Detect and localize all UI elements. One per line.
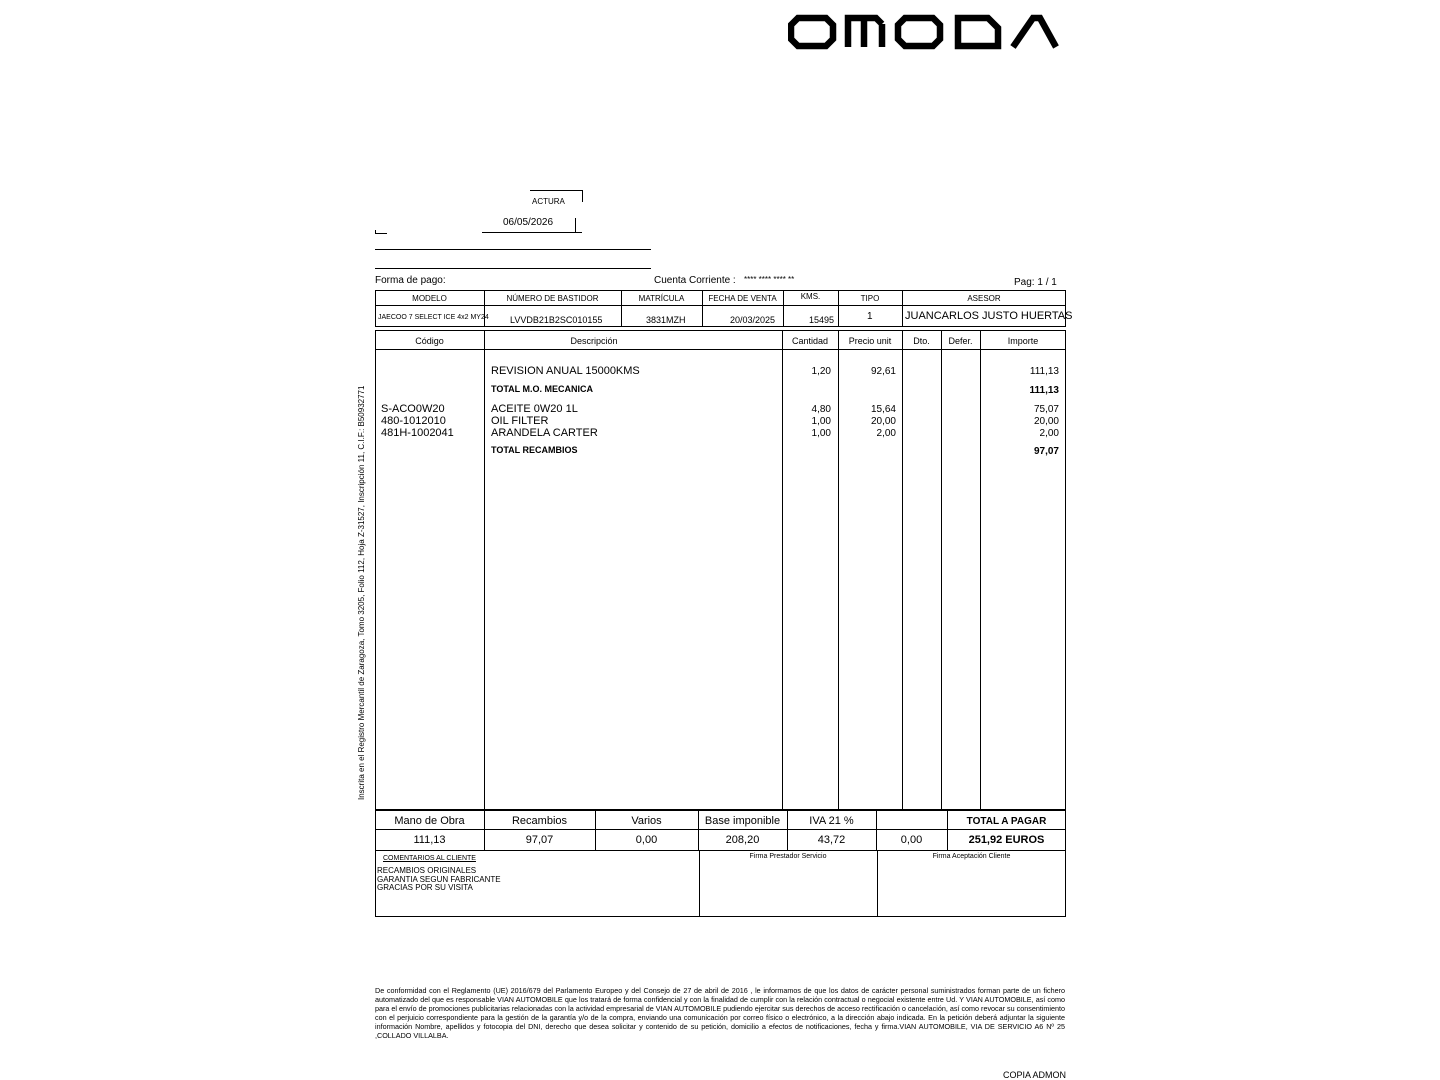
item-description: ACEITE 0W20 1L [491, 403, 578, 415]
totals-label-parts: Recambios [511, 815, 568, 827]
item-amount: 75,07 [1033, 404, 1059, 415]
totals-label-misc: Varios [631, 815, 662, 827]
items-header-deferred: Defer. [948, 336, 973, 346]
item-description: OIL FILTER [491, 415, 549, 427]
vehicle-header-vin: NÚMERO DE BASTIDOR [506, 294, 599, 303]
item-unit-price: 92,61 [870, 366, 896, 377]
signature-client-label: Firma Aceptación Cliente [932, 853, 1011, 860]
totals-value-vat: 43,72 [817, 834, 846, 846]
item-qty: 4,80 [811, 404, 831, 415]
subtotal-amount: 97,07 [1033, 446, 1059, 457]
legal-notice: De conformidad con el Reglamento (UE) 2016/679 del Parlamento Europeo y del Consejo de 27 de abril de 2016 , le informamos de que los datos de carácter personal suministrados forman parte de un fichero automatizado del que es responsable VIAN AUTOMOBILE que los tratará de forma confidencial y con la finalidad de cumplir con la relación contractual o negocial existente entre Ud. Y VIAN AUTOMOBILE, así como para el envío de promociones publicitarias relacionadas con la actividad empresarial de VIAN AUTOMOBILE pudiendo ejercitar sus derechos de acceso rectificación o cancelación, así como revocar su consentimiento con el perjuicio correspondiente para la gestión de la garantía y/o de la compra, enviando una comunicación por correo físico o electrónico, a la dirección abajo indicada. En la petición deberá adjuntar la siguiente información Nombre, apellidos y fotocopia del DNI, derecho que desea solicitar y contenido de su petición, domicilio a efectos de notificaciones, fecha y firma.VIAN AUTOMOBILE, VIA DE SERVICIO A6 Nº 25 ,COLLADO VILLALBA. [375, 986, 1065, 1041]
item-unit-price: 20,00 [870, 416, 896, 427]
doc-label-rule [530, 190, 582, 191]
item-amount: 20,00 [1033, 416, 1059, 427]
account-value: **** **** **** ** [744, 275, 795, 284]
vehicle-header-type: TIPO [860, 294, 880, 303]
totals-label-tax-base: Base imponible [704, 815, 781, 827]
items-header-description: Descripción [570, 336, 618, 346]
vehicle-header-model: MODELO [412, 294, 447, 303]
totals-value-labour: 111,13 [413, 834, 446, 846]
item-code: 481H-1002041 [381, 427, 454, 439]
items-header-unit-price: Precio unit [848, 336, 892, 346]
item-code: 480-1012010 [381, 415, 446, 427]
comments-text: RECAMBIOS ORIGINALES GARANTIA SEGUN FABRICANTE GRACIAS POR SU VISITA [377, 866, 501, 892]
doc-label-tick [582, 190, 583, 202]
subtotal-label: TOTAL M.O. MECANICA [491, 384, 593, 394]
vehicle-advisor: JUANCARLOS JUSTO HUERTAS [905, 310, 1073, 322]
item-unit-price: 15,64 [870, 404, 896, 415]
vehicle-header-plate: MATRÍCULA [638, 294, 685, 303]
items-table [375, 330, 1066, 810]
vehicle-header-advisor: ASESOR [967, 294, 1001, 303]
items-header-qty: Cantidad [791, 336, 829, 346]
signature-provider-label: Firma Prestador Servicio [749, 853, 827, 860]
total-to-pay: 251,92 EUROS [968, 834, 1045, 846]
subtotal-label: TOTAL RECAMBIOS [491, 445, 578, 455]
account-label: Cuenta Corriente : [654, 275, 736, 286]
totals-value-parts: 97,07 [525, 834, 554, 846]
address-rule-2 [375, 268, 651, 269]
date-rule [482, 232, 582, 233]
item-qty: 1,00 [811, 416, 831, 427]
vehicle-sale-date: 20/03/2025 [730, 315, 776, 325]
vehicle-type: 1 [867, 311, 873, 322]
vehicle-header-sale-date: FECHA DE VENTA [708, 294, 777, 303]
omoda-logo [788, 14, 1062, 50]
registry-text: Inscrita en el Registro Mercantil de Zaragoza, Tomo 3205, Folio 112, Hoja Z-31527, Inscripción 11, C.I.F.: B50932771 [357, 385, 366, 800]
vehicle-vin: LVVDB21B2SC010155 [510, 315, 603, 325]
totals-value-misc: 0,00 [635, 834, 658, 846]
item-amount: 111,13 [1029, 366, 1059, 377]
item-qty: 1,00 [811, 428, 831, 439]
item-description: ARANDELA CARTER [491, 427, 598, 439]
vehicle-model: JAECOO 7 SELECT ICE 4x2 MY24 [378, 314, 489, 321]
item-qty: 1,20 [811, 366, 831, 377]
left-tick-rule [375, 233, 387, 234]
vehicle-plate: 3831MZH [646, 315, 686, 325]
comments-title: COMENTARIOS AL CLIENTE [383, 855, 476, 862]
item-unit-price: 2,00 [876, 428, 896, 439]
totals-label-vat: IVA 21 % [809, 815, 854, 827]
address-rule-1 [375, 249, 651, 250]
doc-label: ACTURA [532, 197, 565, 206]
copy-label: COPIA ADMON [1003, 1070, 1067, 1080]
totals-value-other: 0,00 [900, 834, 923, 846]
totals-label-labour: Mano de Obra [394, 815, 465, 827]
vehicle-header-kms: KMS. [800, 292, 821, 301]
page-indicator: Pag: 1 / 1 [1014, 277, 1057, 288]
item-code: S-ACO0W20 [381, 403, 445, 415]
vehicle-kms: 15495 [809, 315, 835, 325]
items-header-discount: Dto. [913, 336, 930, 346]
subtotal-amount: 111,13 [1029, 385, 1059, 396]
totals-label-total: TOTAL A PAGAR [966, 816, 1047, 827]
items-header-code: Código [415, 336, 444, 346]
payment-label: Forma de pago: [375, 275, 446, 286]
totals-value-tax-base: 208,20 [725, 834, 760, 846]
item-description: REVISION ANUAL 15000KMS [491, 365, 640, 377]
date-tick [575, 218, 576, 232]
invoice-date: 06/05/2026 [503, 217, 554, 228]
item-amount: 2,00 [1039, 428, 1059, 439]
items-header-amount: Importe [1007, 336, 1039, 346]
